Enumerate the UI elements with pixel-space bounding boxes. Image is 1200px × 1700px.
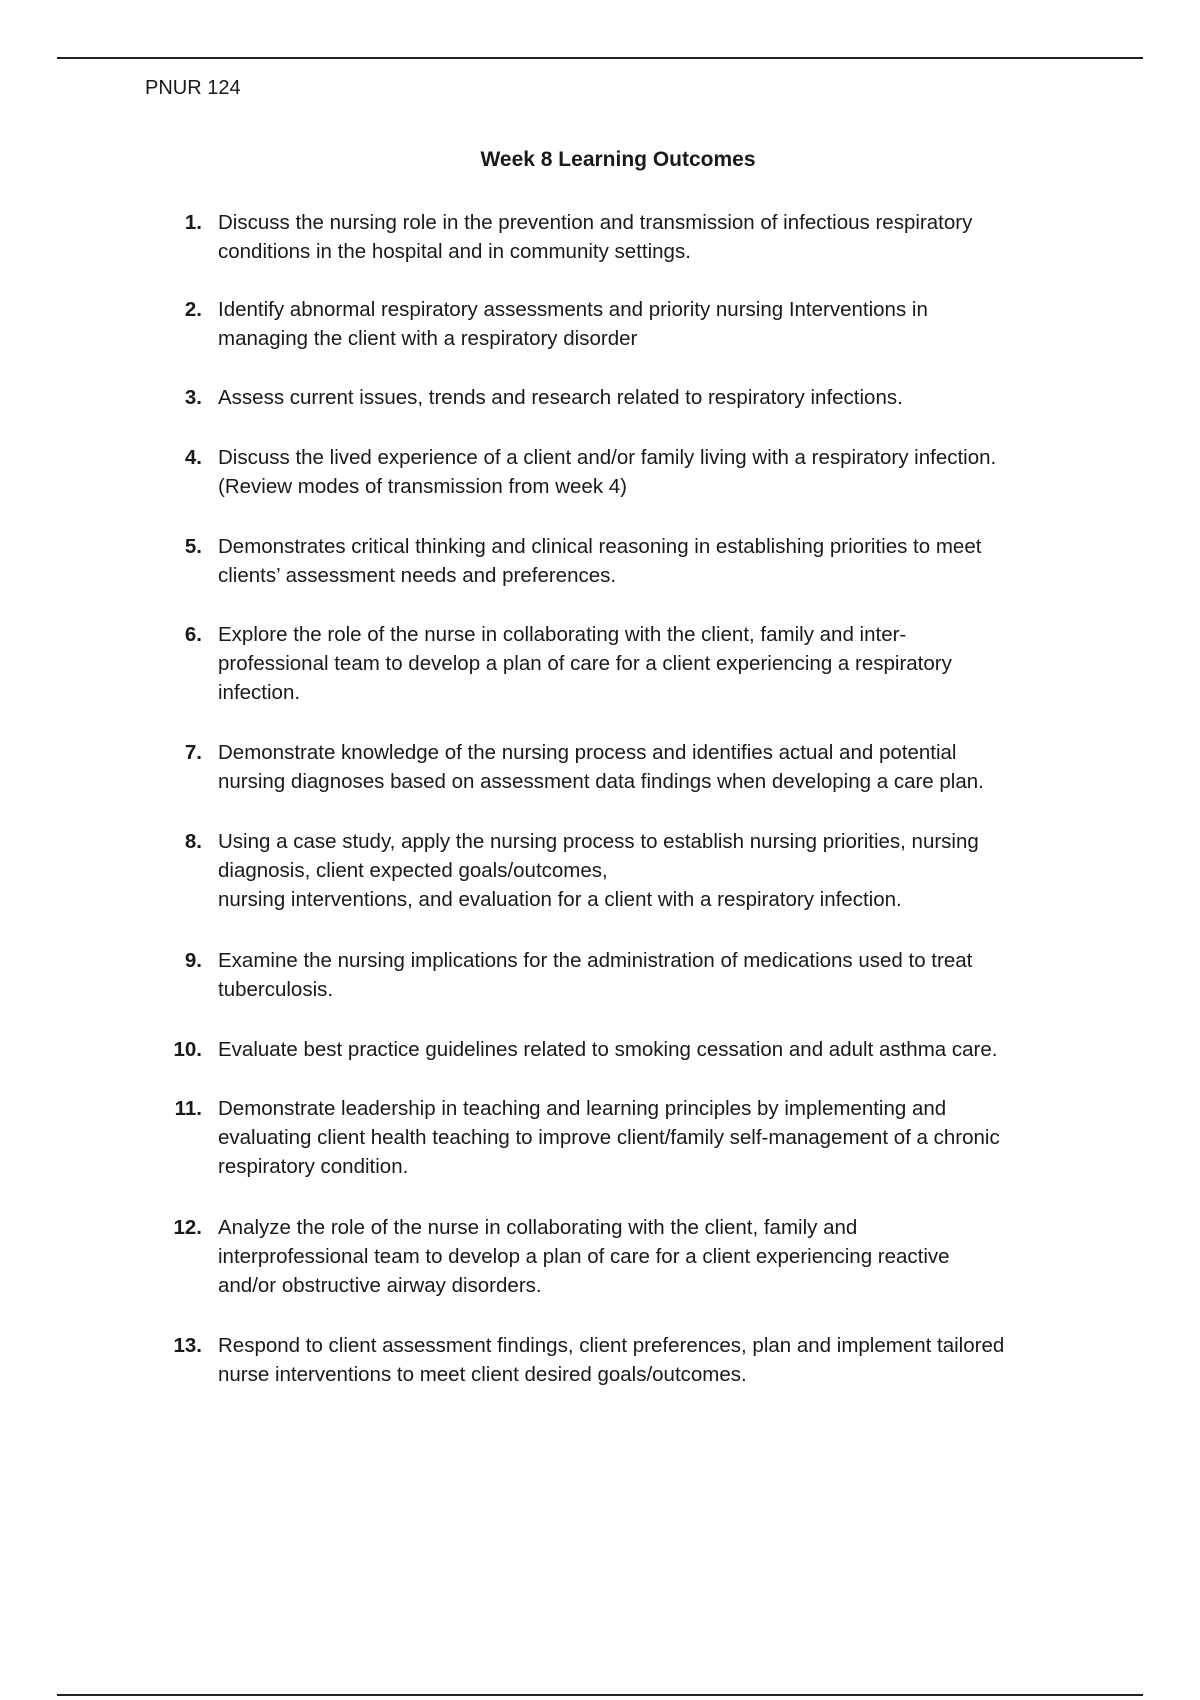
outcome-text: Demonstrates critical thinking and clinical reasoning in establishing priorities to meet clients’ assessment needs and preferences. (218, 535, 982, 587)
outcome-text: Demonstrate leadership in teaching and learning principles by implementing and evaluating client health teaching to improve client/family self-management of a chronic respiratory condition. (218, 1097, 1000, 1178)
outcome-text: Assess current issues, trends and research related to respiratory infections. (218, 386, 903, 409)
outcome-number: 4. (184, 446, 202, 469)
outcome-number: 11. (174, 1097, 202, 1120)
outcome-number: 10. (173, 1038, 202, 1061)
page-title: Week 8 Learning Outcomes (480, 148, 756, 171)
outcome-number: 5. (184, 535, 202, 558)
outcome-text: Examine the nursing implications for the administration of medications used to treat tuberculosis. (218, 949, 973, 1001)
outcome-number: 13. (173, 1334, 202, 1357)
outcome-number: 1. (184, 211, 202, 234)
outcome-text: Demonstrate knowledge of the nursing process and identifies actual and potential nursing diagnoses based on assessment data findings when developing a care plan. (218, 741, 984, 793)
outcome-text: Explore the role of the nurse in collaborating with the client, family and inter- professional team to develop a plan of care for a client experiencing a respiratory infection. (218, 623, 952, 704)
outcome-text: Evaluate best practice guidelines related to smoking cessation and adult asthma care. (218, 1038, 998, 1061)
outcome-number: 7. (184, 741, 202, 764)
outcome-number: 2. (184, 298, 202, 321)
course-code: PNUR 124 (145, 77, 241, 99)
outcome-number: 6. (184, 623, 202, 646)
outcome-number: 9. (184, 949, 202, 972)
outcome-number: 3. (184, 386, 202, 409)
outcome-number: 12. (173, 1216, 202, 1239)
outcome-text: Discuss the nursing role in the prevention and transmission of infectious respiratory conditions in the hospital and in community settings. (218, 211, 973, 263)
bottom-rule (57, 1694, 1143, 1696)
outcome-text: Discuss the lived experience of a client and/or family living with a respiratory infection. (Review modes of transmission from week 4) (218, 446, 997, 498)
outcome-text: Using a case study, apply the nursing process to establish nursing priorities, nursing diagnosis, client expected goals/outcomes, nursing interventions, and evaluation for a client with a respiratory infection. (218, 830, 979, 911)
outcome-text: Analyze the role of the nurse in collaborating with the client, family and interprofessional team to develop a plan of care for a client experiencing reactive and/or obstructive airway disorders. (218, 1216, 950, 1297)
outcome-number: 8. (184, 830, 202, 853)
outcome-text: Respond to client assessment findings, client preferences, plan and implement tailored nurse interventions to meet client desired goals/outcomes. (218, 1334, 1005, 1386)
outcome-text: Identify abnormal respiratory assessments and priority nursing Interventions in managing the client with a respiratory disorder (218, 298, 928, 350)
